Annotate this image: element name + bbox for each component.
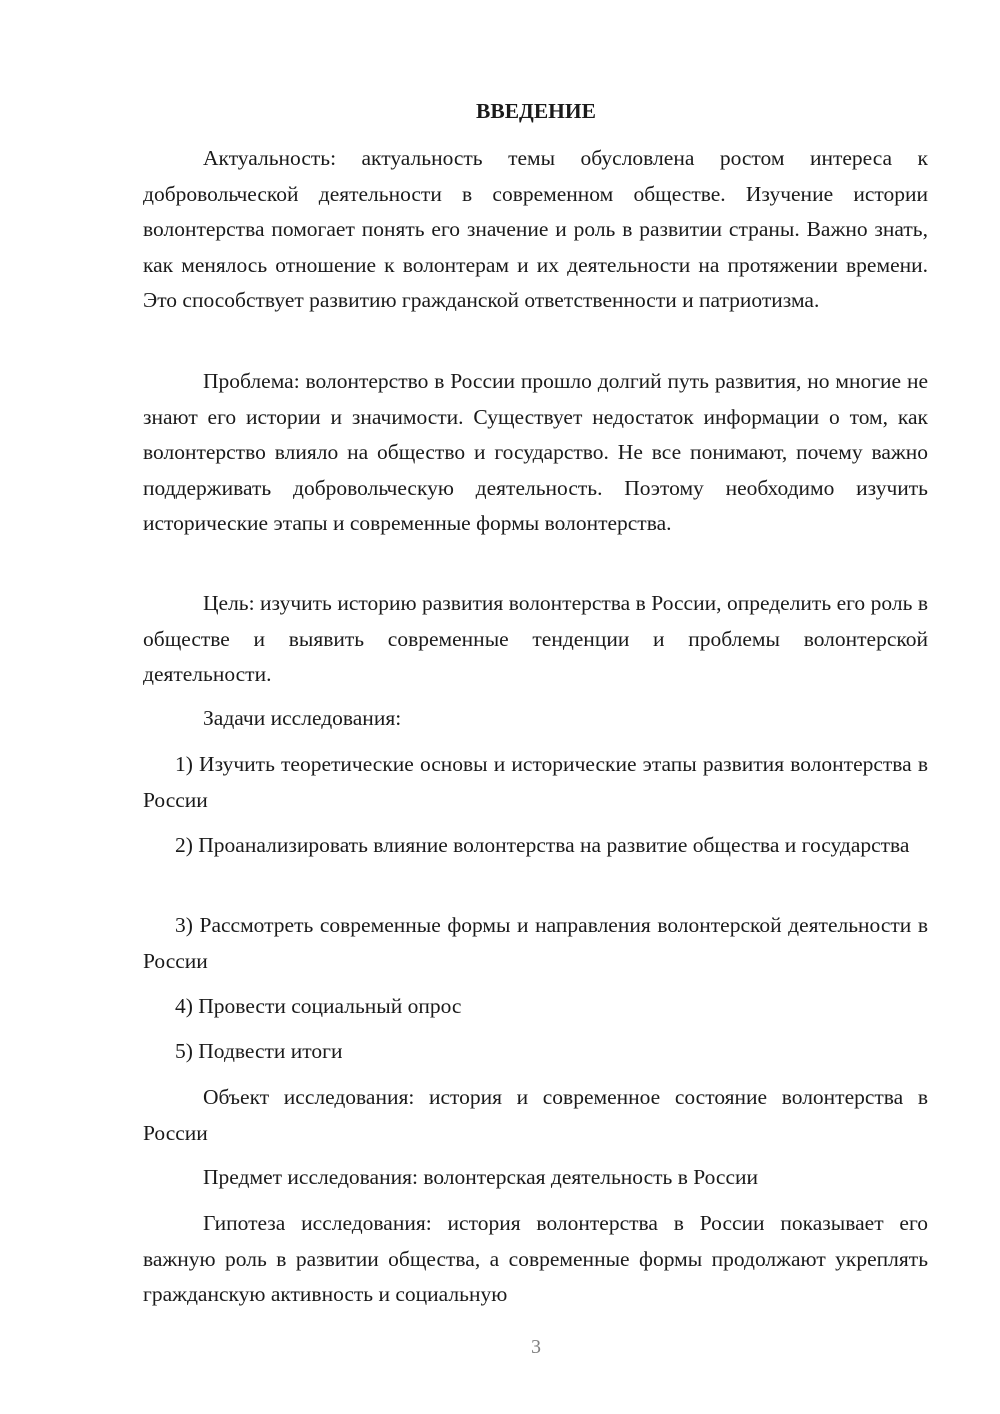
page-number: 3 bbox=[531, 1336, 541, 1358]
task-item-1: 1) Изучить теоретические основы и исторические этапы развития волонтерства в России bbox=[143, 752, 928, 812]
task-item-4: 4) Провести социальный опрос bbox=[175, 994, 462, 1018]
paragraph-goal: Цель: изучить историю развития волонтерства в России, определить его роль в обществе и выявить современные тенденции и проблемы волонтерской деятельности. bbox=[143, 591, 928, 686]
paragraph-problem: Проблема: волонтерство в России прошло долгий путь развития, но многие не знают его истории и значимости. Существует недостаток информации о том, как волонтерство влияло на общество и государство. Не все понимают, почему важно поддерживать добровольческую деятельность. Поэтому необходимо изучить исторические этапы и современные формы волонтерства. bbox=[143, 369, 928, 535]
paragraph-hypothesis: Гипотеза исследования: история волонтерства в России показывает его важную роль в развитии общества, а современные формы продолжают укреплять гражданскую активность и социальную bbox=[143, 1211, 928, 1306]
section-title: ВВЕДЕНИЕ bbox=[476, 99, 596, 123]
task-item-5: 5) Подвести итоги bbox=[175, 1039, 343, 1063]
paragraph-subject: Предмет исследования: волонтерская деятельность в России bbox=[203, 1165, 759, 1189]
paragraph-object: Объект исследования: история и современное состояние волонтерства в России bbox=[143, 1085, 928, 1145]
paragraph-tasks-heading: Задачи исследования: bbox=[203, 706, 402, 730]
task-item-3: 3) Рассмотреть современные формы и направления волонтерской деятельности в России bbox=[143, 913, 928, 973]
paragraph-relevance: Актуальность: актуальность темы обусловлена ростом интереса к добровольческой деятельности в современном обществе. Изучение истории волонтерства помогает понять его значение и роль в развитии страны. Важно знать, как менялось отношение к волонтерам и их деятельности на протяжении времени. Это способствует развитию гражданской ответственности и патриотизма. bbox=[143, 146, 928, 312]
task-item-2: 2) Проанализировать влияние волонтерства на развитие общества и государства bbox=[175, 833, 910, 857]
